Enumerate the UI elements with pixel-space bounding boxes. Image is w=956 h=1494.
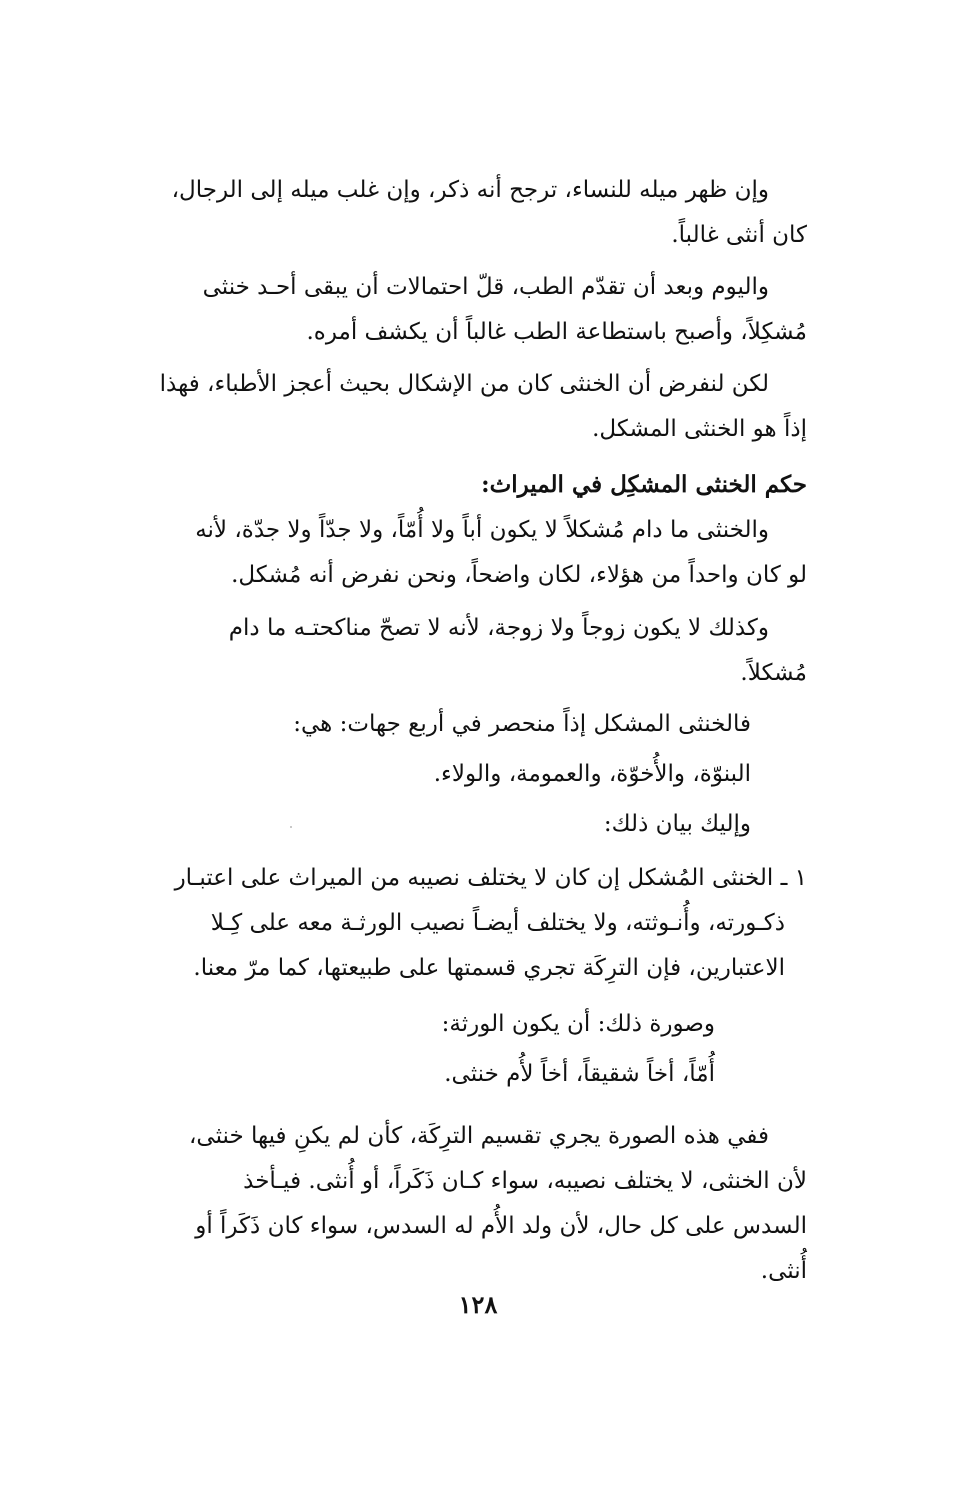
paragraph-11 [112,1052,807,1097]
paragraph-7 [112,752,807,797]
page-number: ١٢٨ [458,1290,498,1319]
paragraph-12-line-1: ففي هذه الصورة يجري تقسيم الترِكَة، كأن لم يكنِ فيها خنثى، [188,1123,769,1149]
body-text-block-1 [112,168,807,258]
paragraph-12-line-4: أُنثى. [760,1258,807,1284]
body-text-block-5 [112,606,807,696]
body-text-block-6 [112,702,807,747]
body-text-block-7 [112,752,807,797]
paragraph-5-line-1: وكذلك لا يكون زوجاً ولا زوجة، لأنه لا تصحّ مناكحتـه ما دام [228,615,769,641]
paragraph-10-line-1: وصورة ذلك: أن يكون الورثة: [441,1011,715,1037]
paragraph-7-line-1: البنوّة، والأُخوّة، والعمومة، والولاء. [433,761,751,787]
paragraph-3-line-1: لكن لنفرض أن الخنثى كان من الإشكال بحيث أعجز الأطباء، فهذا [159,371,769,397]
paragraph-9-line-3: الاعتبارين، فإن الترِكَة تجري قسمتها على طبيعتها، كما مرّ معنا. [193,955,785,981]
section-heading: حكم الخنثى المشكِل في الميراث: [481,471,807,498]
paragraph-12-line-3: السدس على كل حال، لأن ولد الأُم له السدس، سواء كان ذَكَراً أو [195,1213,807,1239]
paragraph-1-line-1: وإن ظهر ميله للنساء، ترجح أنه ذكر، وإن غلب ميله إلى الرجال، [171,177,769,203]
paragraph-11-line-1: أُمّاً، أخاً شقيقاً، أخاً لأُم خنثى. [444,1061,715,1087]
body-text-block-2 [112,265,807,355]
paragraph-8-line-1: وإليك بيان ذلك: [603,811,751,837]
paragraph-9-line-1: ١ ـ الخنثى المُشكل إن كان لا يختلف نصيبه من الميراث على اعتبـار [174,865,807,891]
paragraph-2-line-1: واليوم وبعد أن تقدّم الطب، قلّ احتمالات أن يبقى أحـد خنثى [202,274,769,300]
body-text-block-10 [112,1002,807,1047]
paragraph-4-line-1: والخنثى ما دام مُشكلاً لا يكون أباً ولا أُمّاً، ولا جدّاً ولا جدّة، لأنه [195,517,769,543]
body-text-block-4 [112,508,807,598]
paragraph-1 [112,168,807,258]
paragraph-10 [112,1002,807,1047]
paragraph-6-line-1: فالخنثى المشكل إذاً منحصر في أربع جهات: هي: [293,711,751,737]
paragraph-4 [112,508,807,598]
section-heading-block [112,462,807,507]
paragraph-12-line-2: لأن الخنثى، لا يختلف نصيبه، سواء كـان ذَكَراً، أو أُنثى. فيـأخذ [243,1168,807,1194]
paragraph-2 [112,265,807,355]
paragraph-1-line-2: كان أنثى غالباً. [671,222,807,248]
paragraph-12 [112,1114,807,1294]
paragraph-2-line-2: مُشكِلاً، وأصبح باستطاعة الطب غالباً أن يكشف أمره. [306,319,807,345]
paragraph-6 [112,702,807,747]
body-text-block-11 [112,1052,807,1097]
paragraph-9-line-2: ذكـورته، وأُنـوثته، ولا يختلف أيضـاً نصيب الورثـة معه على كِـلا [210,910,785,936]
body-text-block-8 [112,802,807,847]
paragraph-3-line-2: إذاً هو الخنثى المشكل. [592,416,807,442]
paragraph-5-line-2: مُشكلاً. [740,660,807,686]
paragraph-4-line-2: لو كان واحداً من هؤلاء، لكان واضحاً، ونحن نفرض أنه مُشكل. [231,562,807,588]
scan-speck [290,826,292,828]
paragraph-9-numbered [112,856,807,991]
paragraph-5 [112,606,807,696]
body-text-block-3 [112,362,807,452]
body-text-block-9 [112,856,807,991]
paragraph-8 [112,802,807,847]
body-text-block-12 [112,1114,807,1294]
paragraph-3 [112,362,807,452]
